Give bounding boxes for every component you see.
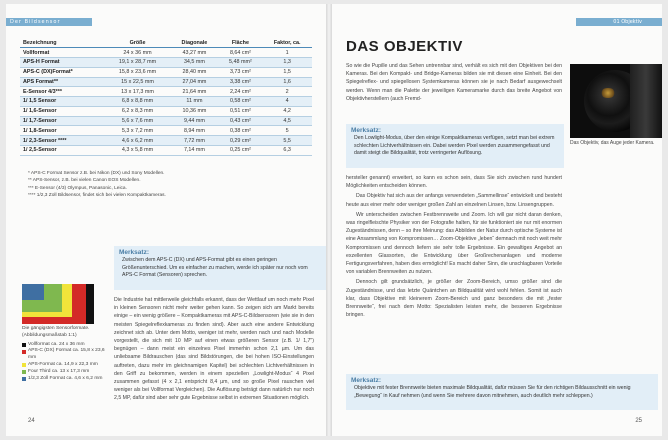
body-text-left: Die Industrie hat mittlerweile gleichfalls erkannt, dass der Wettlauf um noch mehr Pixel in kleinen Sensoren nicht mehr weiter gehen kann. So zeigen sich am Markt bereits einige – ein wenig größere – Kompaktkameras mit APS-C-Bildsensoren (wie sie in den meisten Spiegelreflexkameras zu finden sind). Aber auch eine andere Entwicklung zeichnet sich ab. Unter dem Motto, weniger ist mehr, werden nach und nach Modelle vorgestellt, die sich mit 10 MP auf einen etwas größeren Sensor (z.B. 1/ 1,7") begnügen – dann meist ein einzelnes Pixel immerhin schon 2,1 µm. Um das unliebsame Bildrauschen (das sind Bildstörungen, die bei hohen ISO-Einstellungen auftreten, dazu mehr im gleichnamigen Kapitel) bei schlechten Lichtverhältnissen in den Griff zu bekommen, werden in einem speziellen „Lowlight-Modus“ 4 Pixel zusammen gefasst (4 x 2,1 entspricht 8,4 µm, und so große Pixel rauschen viel weniger als bei Vollformat Vergleichen). Die Auflösung beträgt dann natürlich nur noch 2,5 MP, dafür sind aber sehr gute Ergebnisse selbst in extremen Situationen möglich.: [114, 297, 314, 402]
table-cell: 7,14 mm: [170, 146, 218, 156]
merksatz-heading: Merksatz:: [351, 127, 381, 134]
table-cell: 6,2 x 8,3 mm: [105, 106, 171, 116]
table-row: [20, 126, 312, 136]
table-cell: 6,3: [262, 146, 312, 156]
right-page: [332, 4, 662, 436]
legend-swatch: [22, 343, 26, 347]
table-cell: 15 x 22,5 mm: [105, 77, 171, 87]
row-label: 1/ 1,8-Sensor: [20, 126, 105, 136]
legend-item: [22, 348, 108, 362]
running-head-right: 01 Objektiv: [576, 18, 662, 26]
table-cell: 2: [262, 87, 312, 97]
row-label: 1/ 2,5-Sensor: [20, 146, 105, 156]
small-sensor-swatch: [22, 284, 44, 300]
merksatz-text: Den Lowlight-Modus, über den einige Kompaktkameras verfügen, setzt man bei extrem schlechten Lichtverhältnissen ein. Dabei werden Pixel werden zusammengefasst und damit steigt die Bildqualität, trotz verringerter Auflösung.: [354, 135, 555, 157]
table-cell: 1,5: [262, 67, 312, 77]
table-header-row: [20, 38, 312, 48]
legend-label: 1/2,3 Zoll Format ca. 4,6 x 6,2 mm: [28, 375, 103, 381]
row-label: E-Sensor 4/3***: [20, 87, 105, 97]
table-cell: 1,6: [262, 77, 312, 87]
table-row: [20, 97, 312, 107]
table-cell: 2,24 cm²: [219, 87, 263, 97]
table-cell: 10,36 mm: [170, 106, 218, 116]
table-header: Größe: [105, 38, 171, 48]
table-cell: 34,5 mm: [170, 57, 218, 67]
table-row: [20, 48, 312, 58]
table-cell: 11 mm: [170, 97, 218, 107]
table-row: [20, 67, 312, 77]
merksatz-heading: Merksatz:: [119, 249, 149, 256]
lens-photo: [570, 64, 662, 138]
table-cell: 19,1 x 28,7 mm: [105, 57, 171, 67]
table-header: Bezeichnung: [20, 38, 105, 48]
merksatz-box: [114, 246, 326, 290]
table-cell: 27,04 mm: [170, 77, 218, 87]
table-cell: 1,3: [262, 57, 312, 67]
footnote: * APS-C Format Sensor z.B. bei Nikon (DX) und Sony Modellen.: [28, 171, 165, 176]
sensor-format-table: [20, 38, 312, 156]
legend-label: APS-C (DX) Format ca. 15,8 x 23,6 mm: [28, 348, 105, 361]
table-cell: 43,27 mm: [170, 48, 218, 58]
legend-swatch: [22, 350, 26, 354]
legend-swatch: [22, 377, 26, 381]
page-number-right: 25: [635, 418, 642, 424]
photo-caption: Das Objektiv, das Auge jeder Kamera.: [570, 140, 655, 146]
table-body: [20, 48, 312, 156]
table-cell: 13 x 17,3 mm: [105, 87, 171, 97]
row-label: APS Format**: [20, 77, 105, 87]
table-cell: 4,6 x 6,2 mm: [105, 136, 171, 146]
table-header: Diagonale: [170, 38, 218, 48]
legend-item: [22, 376, 108, 383]
merksatz-heading: Merksatz:: [351, 377, 381, 384]
table-row: [20, 77, 312, 87]
table-cell: 28,40 mm: [170, 67, 218, 77]
table-cell: 0,25 cm²: [219, 146, 263, 156]
legend-label: Vollformat ca. 24 x 36 mm: [28, 341, 85, 347]
footnote: *** E-Sensor (4/3) Olympus, Panasonic, Leica.: [28, 185, 127, 191]
table-header: Faktor, ca.: [262, 38, 312, 48]
table-cell: 5,6 x 7,6 mm: [105, 116, 171, 126]
table-cell: 5,48 mm²: [219, 57, 263, 67]
legend-item: [22, 369, 108, 376]
table-row: [20, 116, 312, 126]
row-label: 1/ 2,3-Sensor ****: [20, 136, 105, 146]
table-cell: 0,43 cm²: [219, 116, 263, 126]
intro-text: So wie die Pupille und das Sehen untrennbar sind, verhält es sich mit den Objektiven bei den Kameras. Bei den Kompakt- und Bridge-Kameras bilden sie mit diesen eine Einheit. Bei den Spiegelreflex- und spiegellosen Systemkameras können sie je nach Bedarf ausgewechselt werden. Wenn man die Palette der jeweiligen Kameramarke durch das breite Angebot von Objektivherstellern (auch Fremd-: [346, 63, 562, 102]
paragraph: Dennoch gilt grundsätzlich, je größer der Zoom-Bereich, umso größer sind die Zugeständnisse, und das letzte Quäntchen an Bildqualität wird wohl fehlen. Somit ist auch klar, dass Objektive mit kleinerem Zoom-Bereich und ganz besonders die mit „fester Brennweite“, frei nach dem Motto: Spezialisten leisten mehr, die besseren Ergebnisse bringen.: [346, 279, 562, 319]
table-cell: 6,8 x 8,8 mm: [105, 97, 171, 107]
table-cell: 24 x 36 mm: [105, 48, 171, 58]
table-cell: 4,5: [262, 116, 312, 126]
legend-label: APS-Format ca. 14,9 x 22,3 mm: [28, 361, 98, 367]
row-label: APS-H Format: [20, 57, 105, 67]
table-cell: 7,72 mm: [170, 136, 218, 146]
table-cell: 0,58 cm²: [219, 97, 263, 107]
footnote: **** 1/2,3 Zoll Bildsensor, findet sich bei vielen Kompaktkameras.: [28, 193, 166, 199]
paragraph: hersteller genannt) erweitert, so kann es schon sein, dass Sie sich zwischen rund hundert Möglichkeiten entscheiden können.: [346, 175, 562, 190]
sensor-size-figure: [22, 284, 94, 324]
footnote: ** APS-Sensor, z.B. bei vielen Canon EOS Modellen.: [28, 178, 141, 184]
figure-caption: Die gängigsten Sensorformate. (Abbildungsmaßstab 1:1): [22, 326, 90, 338]
table-cell: 0,29 cm²: [219, 136, 263, 146]
table-row: [20, 87, 312, 97]
legend-swatch: [22, 370, 26, 374]
row-label: 1/ 1,7-Sensor: [20, 116, 105, 126]
table-cell: 1: [262, 48, 312, 58]
paragraph: Wir unterscheiden zwischen Festbrennweite und Zoom. Ich will gar nicht daran denken, was ringelfleischte Physiker von der Fotografie halten, für sie funktioniert sie nur mit enormen Zugeständnissen, denn – so ihre Meinung: das Abbilden der Natur durch optische Systeme ist eine Ansammlung von Kompromissen… Zoom-Objektive „leben“ demnach mit noch weit mehr Kompromissen und dennoch liefern sie sehr tolle Ergebnisse. Ein gewaltiges Angebot an exzellenten Glassorten, die Entwicklung über Großrechenanlagen und moderne Fertigungsverfahren, haben dies ermöglicht! Es macht daher Sinn, die unschlagbaren Vorteile von variablen Brennweiten zu nutzen.: [346, 211, 562, 276]
table-cell: 0,51 cm²: [219, 106, 263, 116]
table-cell: 4,2: [262, 106, 312, 116]
table-cell: 5,3 x 7,2 mm: [105, 126, 171, 136]
table-cell: 4,3 x 5,8 mm: [105, 146, 171, 156]
table-footnotes: [28, 170, 308, 200]
legend-item: [22, 362, 108, 369]
table-cell: 3,38 cm²: [219, 77, 263, 87]
legend-label: Four Third ca. 13 x 17,3 mm: [28, 368, 90, 374]
table-cell: 4: [262, 97, 312, 107]
row-label: 1/ 1,6-Sensor: [20, 106, 105, 116]
table-cell: 21,64 mm: [170, 87, 218, 97]
row-label: 1/ 1,5 Sensor: [20, 97, 105, 107]
body-text-right: [346, 174, 562, 319]
left-page: [6, 4, 326, 436]
table-row: [20, 146, 312, 156]
table-cell: 8,94 mm: [170, 126, 218, 136]
table-cell: 5,5: [262, 136, 312, 146]
row-label: APS-C (DX)Format*: [20, 67, 105, 77]
table-cell: 5: [262, 126, 312, 136]
table-row: [20, 136, 312, 146]
table-row: [20, 57, 312, 67]
running-head-left: Der Bildsensor: [6, 18, 92, 26]
merksatz-box: [346, 374, 658, 410]
legend-swatch: [22, 363, 26, 367]
merksatz-text: Zwischen dem APS-C (DX) und APS-Format gibt es einen geringen Größenunterschied. Um es einfacher zu machen, werde ich später nur noch vom APS-C Format (Sensoren) sprechen.: [122, 257, 308, 279]
row-label: Vollformat: [20, 48, 105, 58]
table-cell: 9,44 mm: [170, 116, 218, 126]
table-cell: 8,64 cm²: [219, 48, 263, 58]
table-row: [20, 106, 312, 116]
table-header: Fläche: [219, 38, 263, 48]
table-cell: 15,8 x 23,6 mm: [105, 67, 171, 77]
figure-legend: [22, 326, 108, 382]
page-number-left: 24: [28, 418, 35, 424]
merksatz-box: [346, 124, 564, 168]
table-cell: 0,38 cm²: [219, 126, 263, 136]
chapter-title: DAS OBJEKTIV: [346, 38, 463, 55]
merksatz-text: Objektive mit fester Brennweite bieten maximale Bildqualität, dafür müssen Sie für den richtigen Bildausschnitt ein wenig „Bewegung“ in Kauf nehmen (und wenn Sie mehrere davon mitnehmen, auch deutlich mehr schleppen.): [354, 385, 631, 399]
table-cell: 3,73 cm²: [219, 67, 263, 77]
paragraph: Das Objektiv hat sich aus der anfangs verwendeten „Sammellinse“ entwickelt und besteht heute aus einer mehr oder weniger großen Zahl an einzelnen Linsen, bzw. Linsengruppen.: [346, 193, 562, 208]
